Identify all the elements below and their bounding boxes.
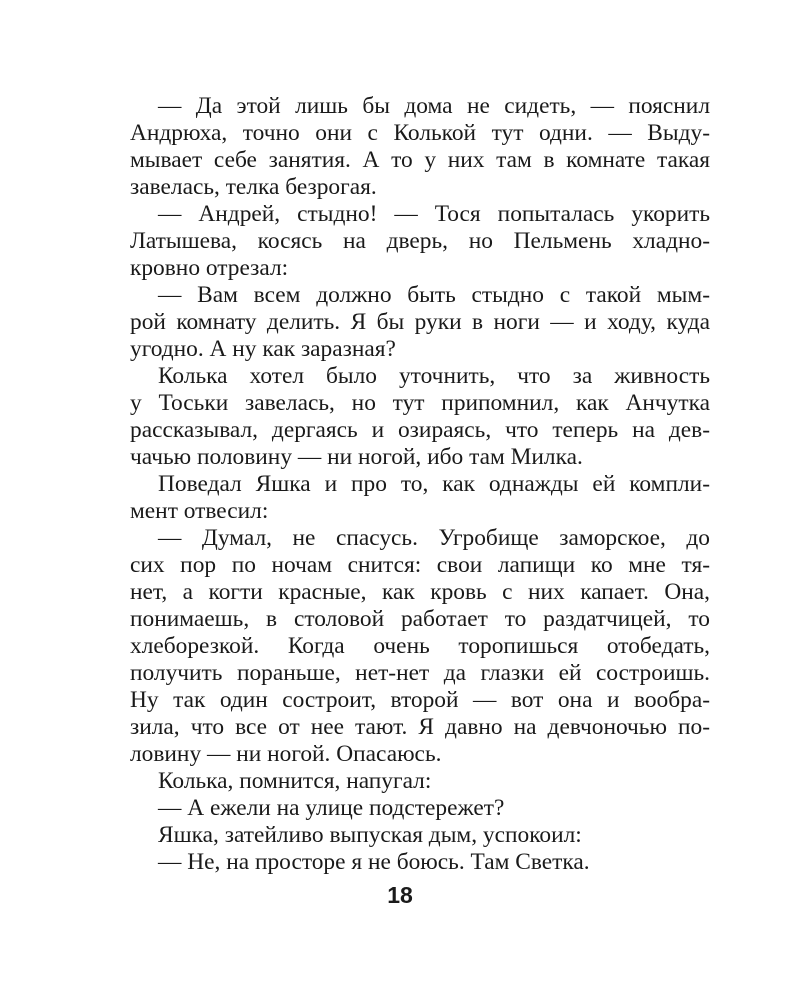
- text-line: ловину — ни ногой. Опасаюсь.: [130, 741, 442, 767]
- text-line: у Тоськи завелась, но тут припомнил, как Анчутка: [130, 390, 710, 416]
- text-line: — Андрей, стыдно! — Тося попыталась укорить: [158, 201, 710, 227]
- text-line: чачью половину — ни ногой, ибо там Милка.: [130, 444, 583, 470]
- paragraph: [130, 795, 710, 822]
- text-line: Андрюха, точно они с Колькой тут одни. — Выду-: [130, 120, 710, 146]
- text-line: сих пор по ночам снится: свои лапищи ко мне тя-: [130, 552, 710, 578]
- text-line: — А ежели на улице подстережет?: [158, 795, 505, 821]
- text-line: Ну так один состроит, второй — вот она и вообра-: [130, 687, 710, 713]
- paragraph: [130, 471, 710, 525]
- body-text: [130, 93, 710, 876]
- page-number: 18: [387, 882, 413, 908]
- paragraph: [130, 93, 710, 201]
- text-line: Латышева, косясь на дверь, но Пельмень хладно-: [130, 228, 710, 254]
- text-line: Колька хотел было уточнить, что за живность: [158, 363, 710, 389]
- text-line: кровно отрезал:: [130, 255, 289, 281]
- text-line: рассказывал, дергаясь и озираясь, что теперь на дев-: [130, 417, 710, 443]
- text-line: рой комнату делить. Я бы руки в ноги — и ходу, куда: [130, 309, 710, 335]
- text-line: — Да этой лишь бы дома не сидеть, — пояснил: [158, 93, 710, 119]
- text-line: — Вам всем должно быть стыдно с такой мым-: [158, 282, 710, 308]
- paragraph: [130, 282, 710, 363]
- text-line: Колька, помнится, напугал:: [158, 768, 432, 794]
- paragraph: [130, 822, 710, 849]
- text-line: Яшка, затейливо выпуская дым, успокоил:: [158, 822, 582, 848]
- paragraph: [130, 363, 710, 471]
- text-line: — Думал, не спасусь. Угробище заморское, до: [158, 525, 710, 551]
- text-line: Поведал Яшка и про то, как однажды ей компли-: [158, 471, 710, 497]
- text-line: хлеборезкой. Когда очень торопишься отобедать,: [130, 633, 710, 659]
- text-line: мывает себе занятия. А то у них там в комнате такая: [130, 147, 710, 173]
- paragraph: [130, 525, 710, 768]
- text-line: — Не, на просторе я не боюсь. Там Светка.: [158, 849, 590, 875]
- text-line: мент отвесил:: [130, 498, 269, 524]
- text-line: получить пораньше, нет-нет да глазки ей состроишь.: [130, 660, 710, 686]
- text-line: понимаешь, в столовой работает то раздатчицей, то: [130, 606, 710, 632]
- paragraph: [130, 849, 710, 876]
- text-line: нет, а когти красные, как кровь с них капает. Она,: [130, 579, 710, 605]
- text-line: угодно. А ну как заразная?: [130, 336, 396, 362]
- paragraph: [130, 768, 710, 795]
- paragraph: [130, 201, 710, 282]
- text-line: завелась, телка безрогая.: [130, 174, 377, 200]
- text-line: зила, что все от нее тают. Я давно на девчоночью по-: [130, 714, 710, 740]
